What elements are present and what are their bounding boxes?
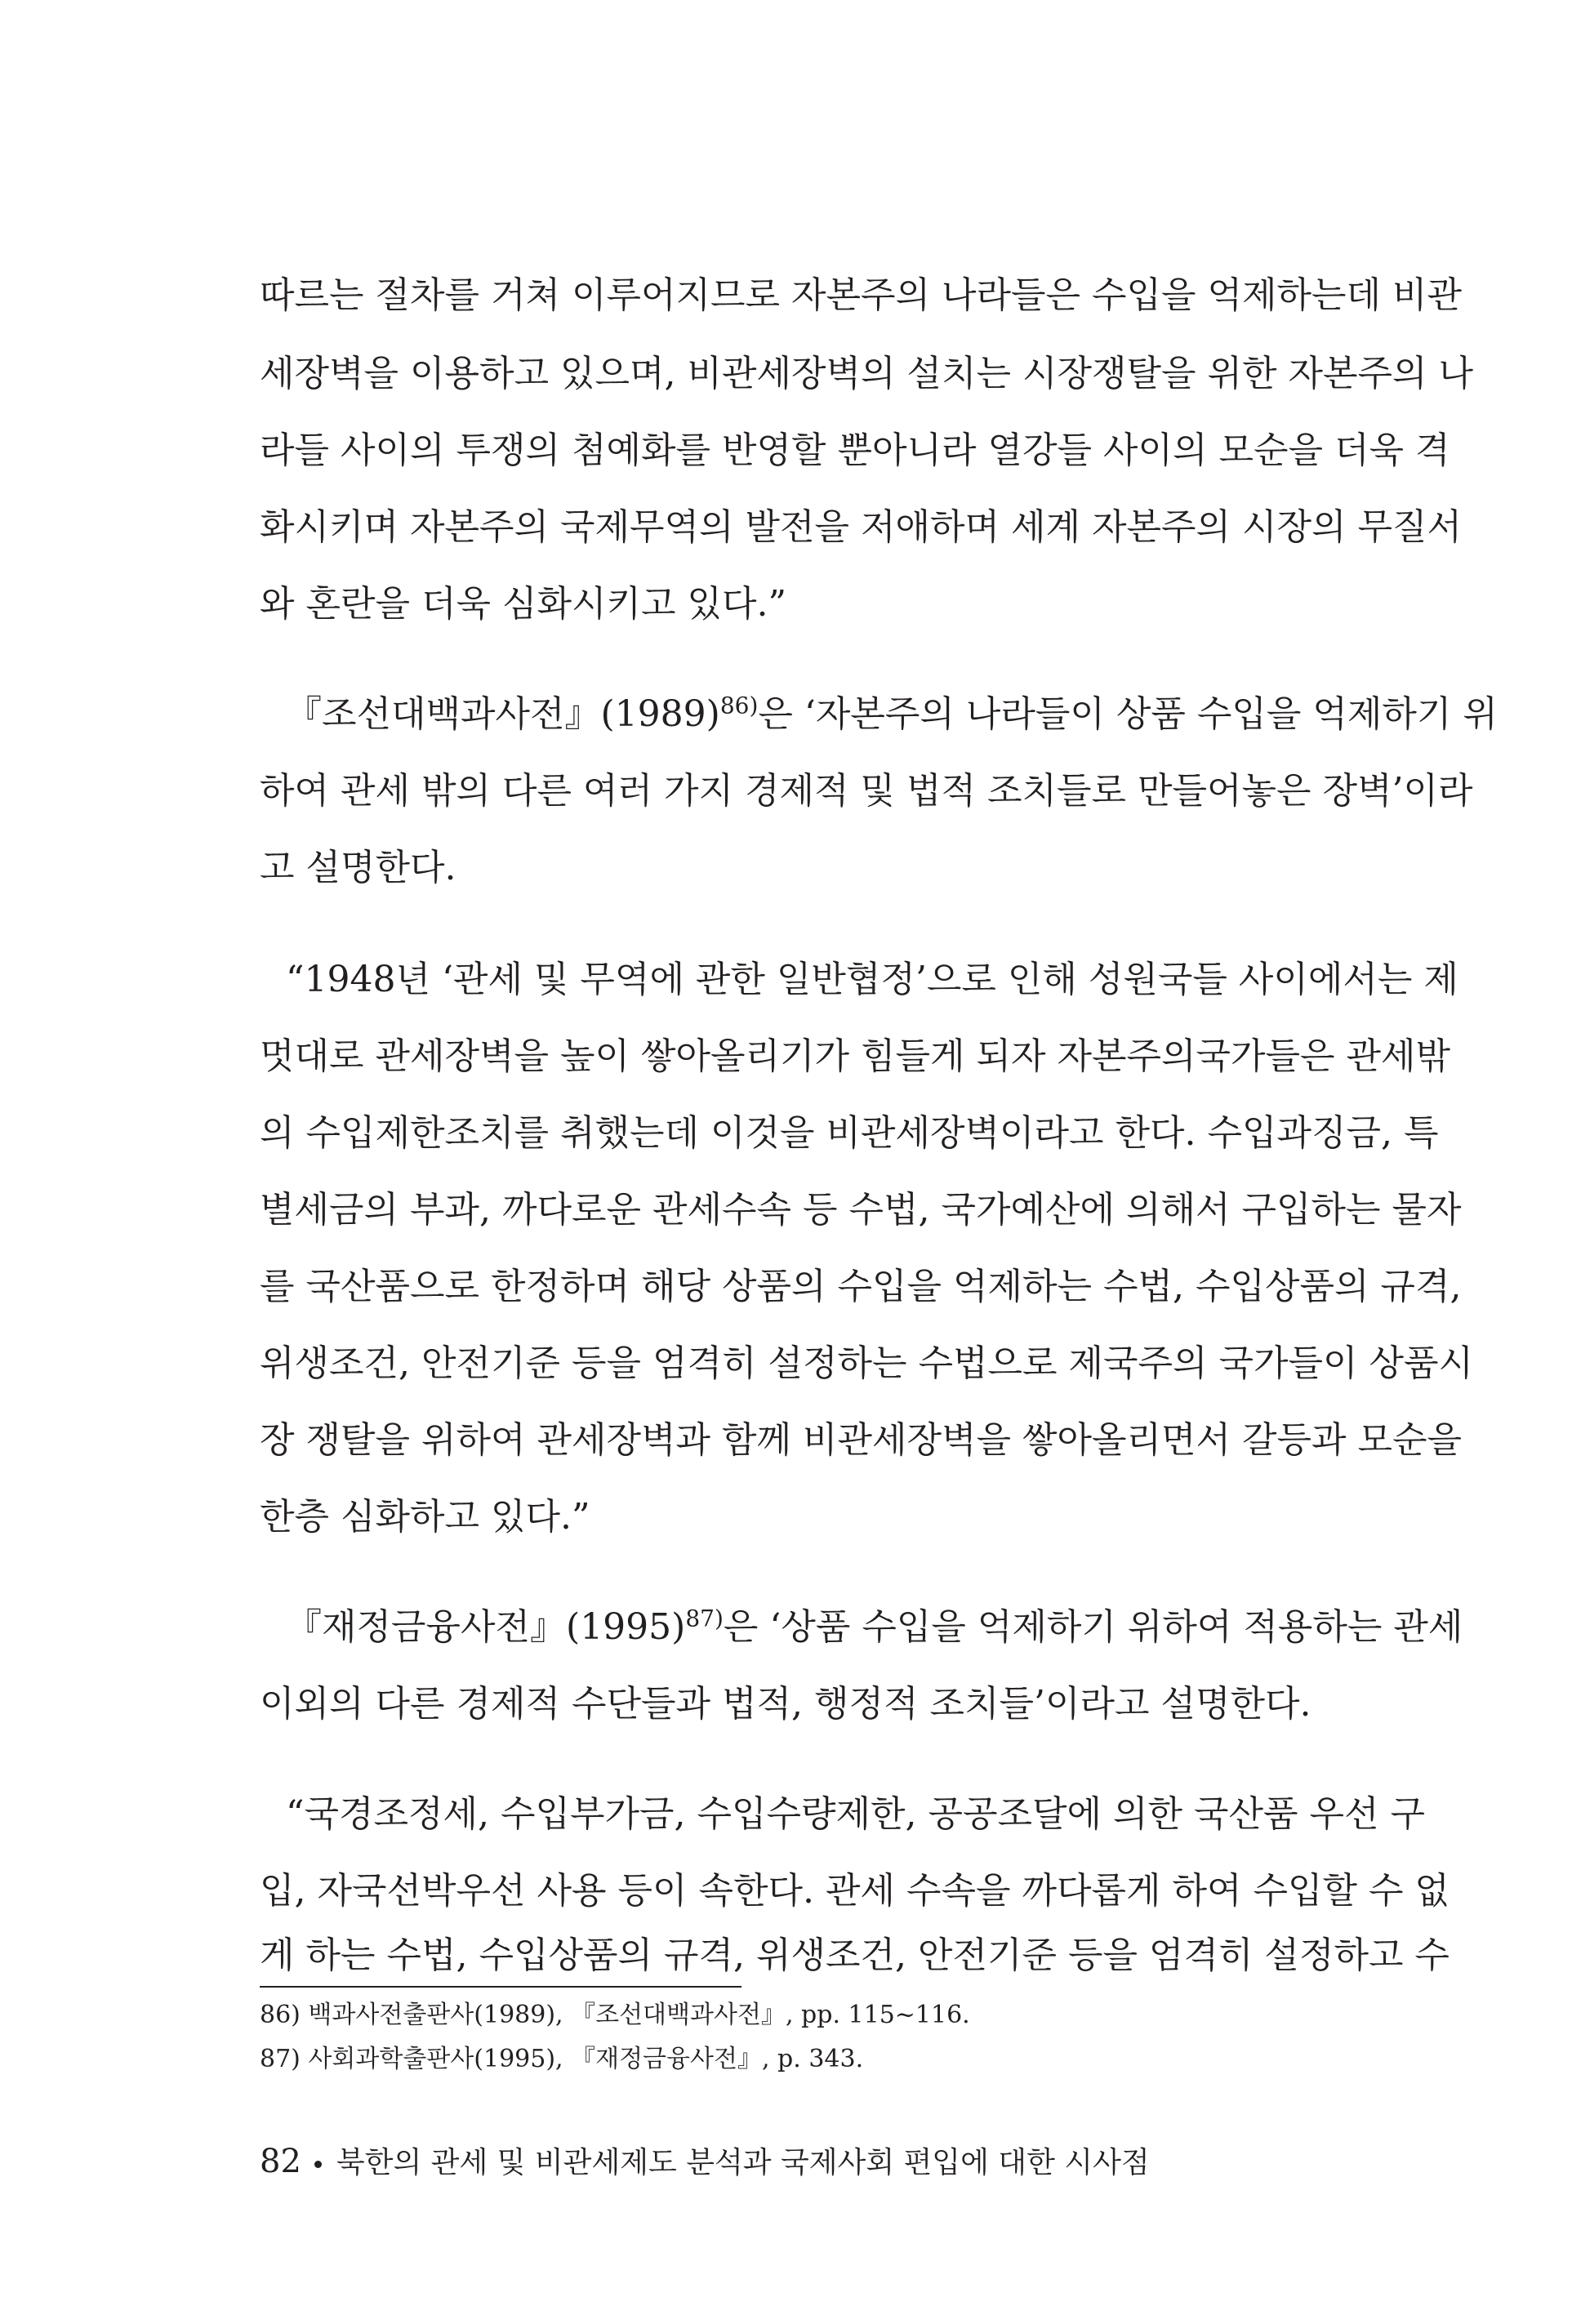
body-line: 한층 심화하고 있다.” [260, 1496, 590, 1538]
page-number: 82 [260, 2143, 301, 2180]
body-line: 이외의 다른 경제적 수단들과 법적, 행정적 조치들’이라고 설명한다. [260, 1683, 1311, 1725]
body-line: “국경조정세, 수입부가금, 수입수량제한, 공공조달에 의한 국산품 우선 구 [286, 1793, 1425, 1835]
body-line: 장 쟁탈을 위하여 관세장벽과 함께 비관세장벽을 쌓아올리면서 갈등과 모순을 [260, 1419, 1463, 1461]
body-line: 라들 사이의 투쟁의 첨예화를 반영할 뿐아니라 열강들 사이의 모순을 더욱 격 [260, 430, 1450, 471]
footnote: 87) 사회과학출판사(1995), 『재정금융사전』, p. 343. [260, 2045, 864, 2073]
page-footer [260, 2137, 1150, 2186]
body-line: 화시키며 자본주의 국제무역의 발전을 저애하며 세계 자본주의 시장의 무질서 [260, 506, 1463, 548]
body-line: 멋대로 관세장벽을 높이 쌓아올리기가 힘들게 되자 자본주의국가들은 관세밖 [260, 1035, 1451, 1077]
footnote-divider [260, 1986, 741, 1988]
footnote-ref: 86) [719, 692, 759, 719]
body-line: 를 국산품으로 한정하며 해당 상품의 수입을 억제하는 수법, 수입상품의 규격, [260, 1266, 1462, 1307]
body-line: 별세금의 부과, 까다로운 관세수속 등 수법, 국가예산에 의해서 구입하는 물자 [260, 1189, 1462, 1231]
body-line: 고 설명한다. [260, 847, 456, 888]
body-line: 의 수입제한조치를 취했는데 이것을 비관세장벽이라고 한다. 수입과징금, 특 [260, 1112, 1439, 1154]
footnote: 86) 백과사전출판사(1989), 『조선대백과사전』, pp. 115~116. [260, 2001, 970, 2029]
body-text: 은 ‘상품 수입을 억제하기 위하여 적용하는 관세 [723, 1606, 1463, 1648]
body-line: 세장벽을 이용하고 있으며, 비관세장벽의 설치는 시장쟁탈을 위한 자본주의 나 [260, 353, 1474, 394]
bullet-dot-icon [314, 2161, 322, 2168]
citation-title: 『재정금융사전』(1995) [286, 1606, 686, 1648]
running-title: 북한의 관세 및 비관세제도 분석과 국제사회 편입에 대한 시사점 [336, 2146, 1150, 2179]
footnote-ref: 87) [685, 1605, 724, 1632]
body-line: “1948년 ‘관세 및 무역에 관한 일반협정’으로 인해 성원국들 사이에서는 제 [286, 959, 1458, 1000]
body-line: 위생조건, 안전기준 등을 엄격히 설정하는 수법으로 제국주의 국가들이 상품시 [260, 1342, 1474, 1384]
body-line: 입, 자국선박우선 사용 등이 속한다. 관세 수속을 까다롭게 하여 수입할 수 없 [260, 1870, 1450, 1912]
body-line: 게 하는 수법, 수입상품의 규격, 위생조건, 안전기준 등을 엄격히 설정하고 수 [260, 1934, 1450, 1976]
body-line: 하여 관세 밖의 다른 여러 가지 경제적 및 법적 조치들로 만들어놓은 장벽’이라 [260, 770, 1473, 812]
body-line-with-footnote [286, 1595, 1463, 1660]
body-line: 따르는 절차를 거쳐 이루어지므로 자본주의 나라들은 수입을 억제하는데 비관 [260, 274, 1463, 316]
body-line: 와 혼란을 더욱 심화시키고 있다.” [260, 583, 786, 625]
body-text: 은 ‘자본주의 나라들이 상품 수입을 억제하기 위 [758, 693, 1498, 735]
citation-title: 『조선대백과사전』(1989) [286, 693, 720, 735]
body-line-with-footnote [286, 682, 1498, 747]
